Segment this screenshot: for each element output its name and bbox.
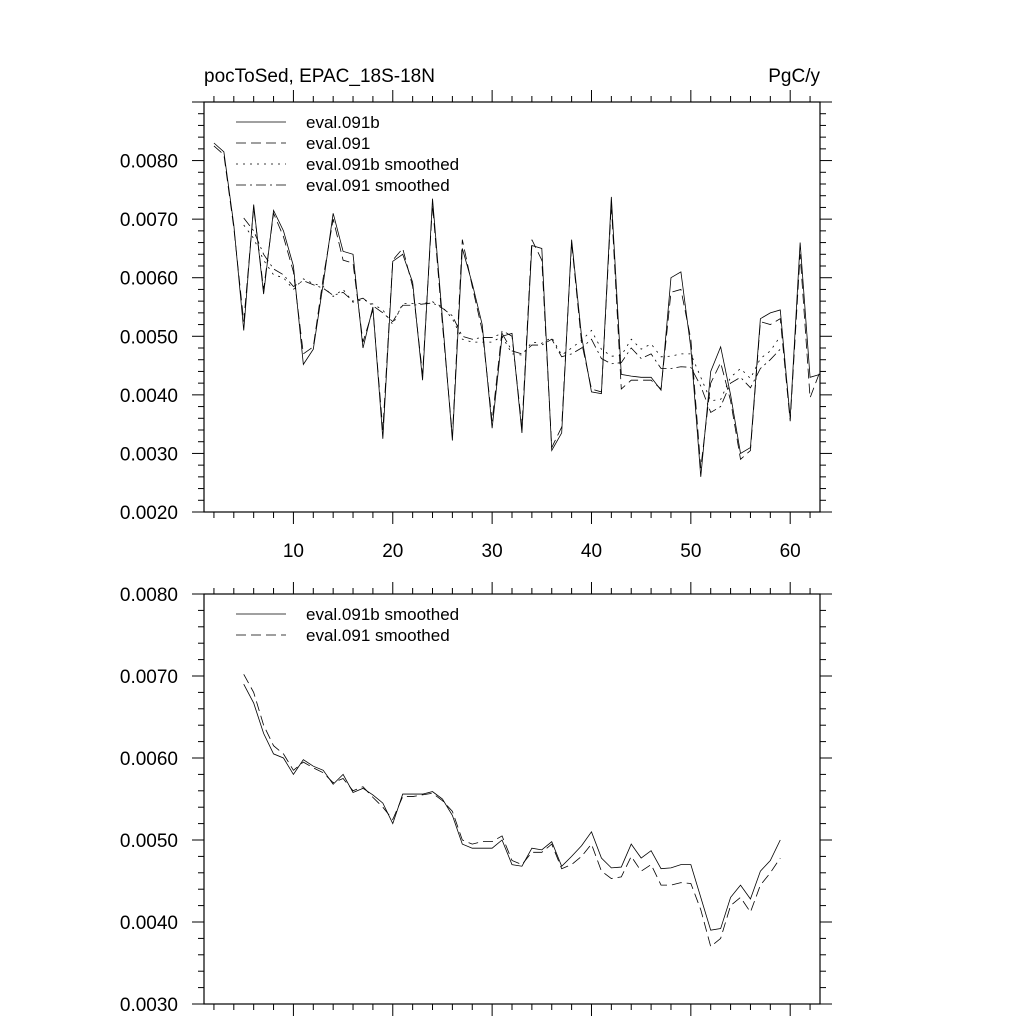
series-line-eval-091b — [214, 143, 820, 477]
legend-label: eval.091b — [306, 113, 380, 132]
legend-label: eval.091 smoothed — [306, 626, 450, 645]
legend-label: eval.091b smoothed — [306, 155, 460, 174]
x-tick-label: 60 — [779, 541, 801, 562]
y-tick-label: 0.0060 — [119, 749, 178, 770]
series-line-eval-091b-smoothed — [244, 225, 781, 401]
y-tick-label: 0.0050 — [119, 327, 178, 349]
legend-label: eval.091b smoothed — [306, 605, 460, 624]
top-panel — [120, 66, 832, 562]
plot-frame — [204, 102, 820, 512]
x-tick-label: 50 — [680, 541, 702, 562]
chart-title: pocToSed, EPAC_18S-18N — [204, 66, 435, 87]
series-line-eval-091-smoothed — [244, 674, 781, 946]
x-tick-label: 40 — [580, 541, 603, 562]
y-tick-label: 0.0050 — [119, 831, 178, 852]
plot-frame — [204, 594, 820, 1004]
y-tick-label: 0.0030 — [119, 444, 178, 466]
series-line-eval-091-smoothed — [244, 218, 781, 412]
y-tick-label: 0.0070 — [119, 667, 178, 688]
y-tick-label: 0.0070 — [119, 210, 178, 232]
y-tick-label: 0.0080 — [119, 585, 178, 606]
series-line-eval-091 — [214, 146, 820, 468]
x-tick-label: 20 — [382, 541, 404, 562]
y-tick-label: 0.0020 — [119, 503, 178, 524]
y-tick-label: 0.0080 — [119, 151, 178, 173]
legend-label: eval.091 smoothed — [306, 176, 450, 195]
bottom-panel — [120, 582, 832, 1016]
y-tick-label: 0.0040 — [119, 385, 178, 407]
y-tick-label: 0.0040 — [119, 913, 178, 934]
x-tick-label: 30 — [481, 541, 503, 562]
units-label: PgC/y — [768, 66, 820, 87]
legend-label: eval.091 — [306, 134, 371, 153]
y-tick-label: 0.0060 — [119, 268, 178, 290]
x-tick-label: 10 — [282, 541, 304, 562]
y-tick-label: 0.0030 — [119, 995, 178, 1016]
series-line-eval-091b-smoothed — [244, 684, 781, 930]
